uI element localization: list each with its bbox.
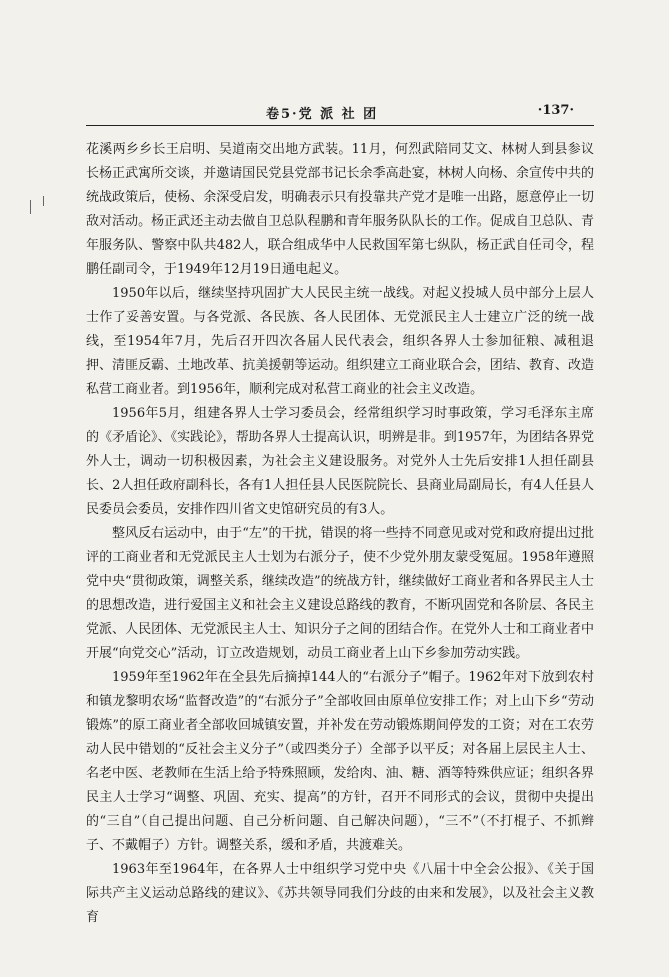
margin-mark: [43, 196, 50, 206]
section-title: 卷5·党 派 社 团: [266, 107, 379, 122]
page-number: ·137·: [537, 103, 574, 118]
paragraph: 1956年5月，组建各界人士学习委员会，经常组织学习时事政策，学习毛泽东主席的《矛盾论》、《实践论》，帮助各界人士提高认识，明辨是非。到1957年，为团结各界党外人士，调动一切积极因素，为社会主义建设服务。对党外人士先后安排1人担任副县长、2人担任政府副科长，各有1人担任县人民医院院长、县商业局副局长，有4人任县人民委员会委员，安排作四川省文史馆研究员的有3人。: [86, 406, 594, 517]
paragraph: 整风反右运动中，由于“左”的干扰，错误的将一些持不同意见或对党和政府提出过批评的工商业者和无党派民主人士划为右派分子，使不少党外朋友蒙受冤屈。1958年遵照党中央“贯彻政策，调整关系，继续改造”的统战方针，继续做好工商业者和各界民主人士的思想改造，进行爱国主义和社会主义建设总路线的教育，不断巩固党和各阶层、各民主党派、人民团体、无党派民主人士、知识分子之间的团结合作。在党外人士和工商业者中开展“向党交心”活动，订立改造规划，动员工商业者上山下乡参加劳动实践。: [86, 526, 594, 661]
paragraph: 1950年以后，继续坚持巩固扩大人民民主统一战线。对起义投城人员中部分上层人士作了妥善安置。与各党派、各民族、各人民团体、无党派民主人士建立广泛的统一战线，至1954年7月，先后召开四次各届人民代表会，组织各界人士参加征粮、减租退押、清匪反霸、土地改革、抗美援朝等运动。组织建立工商业联合会，团结、教育、改造私营工商业者。到1956年，顺利完成对私营工商业的社会主义改造。: [86, 286, 594, 397]
paragraph: 1959年至1962年在全县先后摘掉144人的“右派分子”帽子。1962年对下放到农村和镇龙黎明农场“监督改造”的“右派分子”全部收回由原单位安排工作；对上山下乡“劳动锻炼”的原工商业者全部收回城镇安置，并补发在劳动锻炼期间停发的工资；对在工农劳动人民中错划的“反社会主义分子”（或四类分子）全部予以平反；对各届上层民主人士、名老中医、老教师在生活上给予特殊照顾，发给肉、油、糖、酒等特殊供应证；组织各界民主人士学习“调整、巩固、充实、提高”的方针，召开不同形式的会议，贯彻中央提出的“三自”（自己提出问题、自己分析问题、自己解决问题），“三不”（不打棍子、不抓辫子、不戴帽子）方针。调整关系，缓和矛盾，共渡难关。: [86, 670, 594, 853]
margin-mark: [30, 200, 31, 214]
paragraph: 花溪两乡乡长王启明、吴道南交出地方武装。11月，何烈武陪同艾文、林树人到县参议长杨正武寓所交谈，并邀请国民党县党部书记长余季高赴宴，林树人向杨、余宣传中共的统战政策后，使杨、余深受启发，明确表示只有投靠共产党才是唯一出路，愿意停止一切敌对活动。杨正武还主动去做自卫总队程鹏和青年服务队队长的工作。促成自卫总队、青年服务队、警察中队共482人，联合组成华中人民救国军第七纵队，杨正武自任司令，程鹏任副司令，于1949年12月19日通电起义。: [86, 142, 594, 277]
running-header: [86, 101, 594, 126]
paragraph: 1963年至1964年，在各界人士中组织学习党中央《八届十中全会公报》、《关于国际共产主义运动总路线的建议》、《苏共领导同我们分歧的由来和发展》，以及社会主义教育: [86, 862, 594, 925]
body-text: [86, 138, 594, 930]
